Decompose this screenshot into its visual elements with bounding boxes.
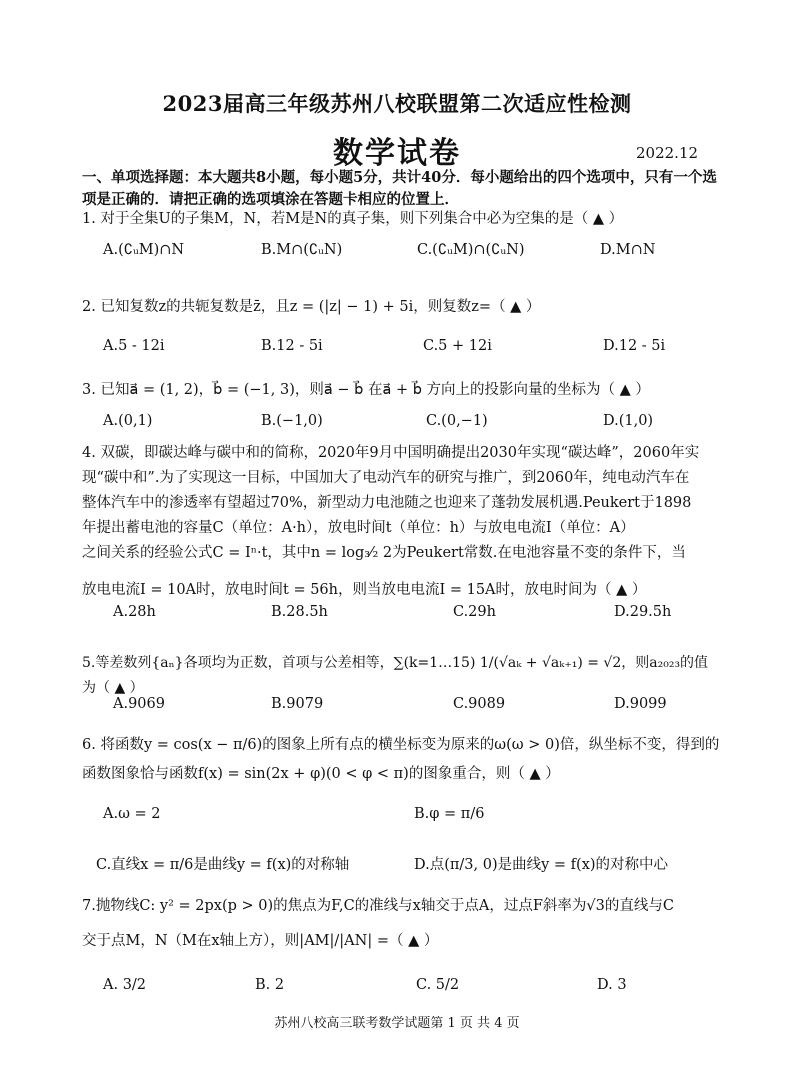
question-4-line-4: 年提出蓄电池的容量C（单位：A·h），放电时间t（单位：h）与放电电流I（单位：A）	[82, 520, 635, 536]
question-1-option-c: C.(∁ᵤM)∩(∁ᵤN)	[417, 242, 525, 258]
question-4-option-c: C.29h	[453, 604, 496, 620]
question-4-line-3: 整体汽车中的渗透率有望超过70%，新型动力电池随之也迎来了蓬勃发展机遇.Peukert于1898	[82, 495, 692, 511]
question-3-stem: 3. 已知a⃗ = (1, 2)，b⃗ = (−1, 3)，则a⃗ − b⃗ 在a⃗ + b⃗ 方向上的投影向量的坐标为（ ▲ ）	[82, 382, 650, 398]
question-2-option-b: B.12 - 5i	[261, 338, 323, 354]
question-7-option-a: A. 3/2	[103, 977, 147, 993]
question-5-option-d: D.9099	[614, 696, 667, 712]
question-5-options	[103, 696, 723, 720]
question-4-option-b: B.28.5h	[271, 604, 328, 620]
section-heading: 一、单项选择题：本大题共8小题，每小题5分，共计40分．每小题给出的四个选项中，只有一个选项是正确的．请把正确的选项填涂在答题卡相应的位置上．	[82, 169, 717, 208]
question-1-option-b: B.M∩(∁ᵤN)	[261, 242, 343, 258]
question-6-option-c: C.直线x = π/6是曲线y = f(x)的对称轴	[96, 857, 350, 873]
question-1-option-d: D.M∩N	[600, 242, 656, 258]
exam-date: 2022.12	[636, 144, 699, 162]
question-6-options-row-1	[103, 806, 723, 830]
question-7-option-b: B. 2	[255, 977, 285, 993]
question-3-option-b: B.(−1,0)	[261, 413, 323, 429]
question-2-option-c: C.5 + 12i	[423, 338, 492, 354]
question-7-option-d: D. 3	[597, 977, 627, 993]
question-3-options	[103, 413, 723, 437]
exam-header-title: 2023届高三年级苏州八校联盟第二次适应性检测	[162, 91, 632, 116]
question-6-option-a: A.ω = 2	[103, 806, 161, 822]
question-1-options	[103, 242, 723, 266]
question-4-options	[103, 604, 723, 628]
question-3-option-c: C.(0,−1)	[426, 413, 488, 429]
question-2-stem: 2. 已知复数z的共轭复数是z̄，且z = (|z| − 1) + 5i，则复数z=（ ▲ ）	[82, 299, 541, 315]
question-4-option-d: D.29.5h	[614, 604, 672, 620]
question-7-options	[103, 977, 723, 1001]
question-5-option-b: B.9079	[271, 696, 324, 712]
question-2-options	[103, 338, 723, 362]
question-4-line-2: 现“碳中和”.为了实现这一目标，中国加大了电动汽车的研究与推广，到2060年，纯电动汽车在	[82, 470, 690, 486]
question-7-line-2: 交于点M，N（M在x轴上方），则|AM|/|AN| =（ ▲ ）	[82, 933, 439, 949]
question-5-option-a: A.9069	[113, 696, 165, 712]
question-6-option-b: B.φ = π/6	[414, 806, 485, 822]
question-4-line-5: 之间关系的经验公式C = Iⁿ·t，其中n = log₃⁄₂ 2为Peukert常数.在电池容量不变的条件下，当	[82, 545, 686, 561]
question-7-option-c: C. 5/2	[416, 977, 460, 993]
question-1-stem: 1. 对于全集U的子集M，N，若M是N的真子集，则下列集合中必为空集的是（ ▲ ）	[82, 211, 624, 227]
question-3-option-d: D.(1,0)	[603, 413, 654, 429]
question-5-stem: 5.等差数列{aₙ}各项均为正数，首项与公差相等，∑(k=1…15) 1/(√aₖ + √aₖ₊₁) = √2，则a₂₀₂₃的值为（ ▲ ）	[82, 655, 709, 696]
question-6-line-1: 6. 将函数y = cos(x − π/6)的图象上所有点的横坐标变为原来的ω(ω > 0)倍，纵坐标不变，得到的	[82, 737, 720, 753]
question-2-option-a: A.5 - 12i	[103, 338, 165, 354]
question-4-line-6: 放电电流I = 10A时，放电时间t = 56h，则当放电电流I = 15A时，放电时间为（ ▲ ）	[82, 582, 647, 598]
question-5-option-c: C.9089	[453, 696, 506, 712]
question-4-option-a: A.28h	[113, 604, 156, 620]
question-7-line-1: 7.抛物线C: y² = 2px(p > 0)的焦点为F,C的准线与x轴交于点A，过点F斜率为√3的直线与C	[82, 898, 674, 914]
question-2-option-d: D.12 - 5i	[603, 338, 666, 354]
page-footer: 苏州八校高三联考数学试题第 1 页 共 4 页	[274, 1016, 520, 1031]
exam-subject-title: 数学试卷	[333, 136, 461, 171]
question-4-line-1: 4. 双碳，即碳达峰与碳中和的简称，2020年9月中国明确提出2030年实现“碳达峰”，2060年实	[82, 445, 700, 461]
question-3-option-a: A.(0,1)	[103, 413, 153, 429]
question-6-option-d: D.点(π/3, 0)是曲线y = f(x)的对称中心	[414, 857, 669, 873]
question-6-line-2: 函数图象恰与函数f(x) = sin(2x + φ)(0 < φ < π)的图象重合，则（ ▲ ）	[82, 766, 560, 782]
question-6-options-row-2	[96, 853, 716, 877]
question-1-option-a: A.(∁ᵤM)∩N	[103, 242, 185, 258]
